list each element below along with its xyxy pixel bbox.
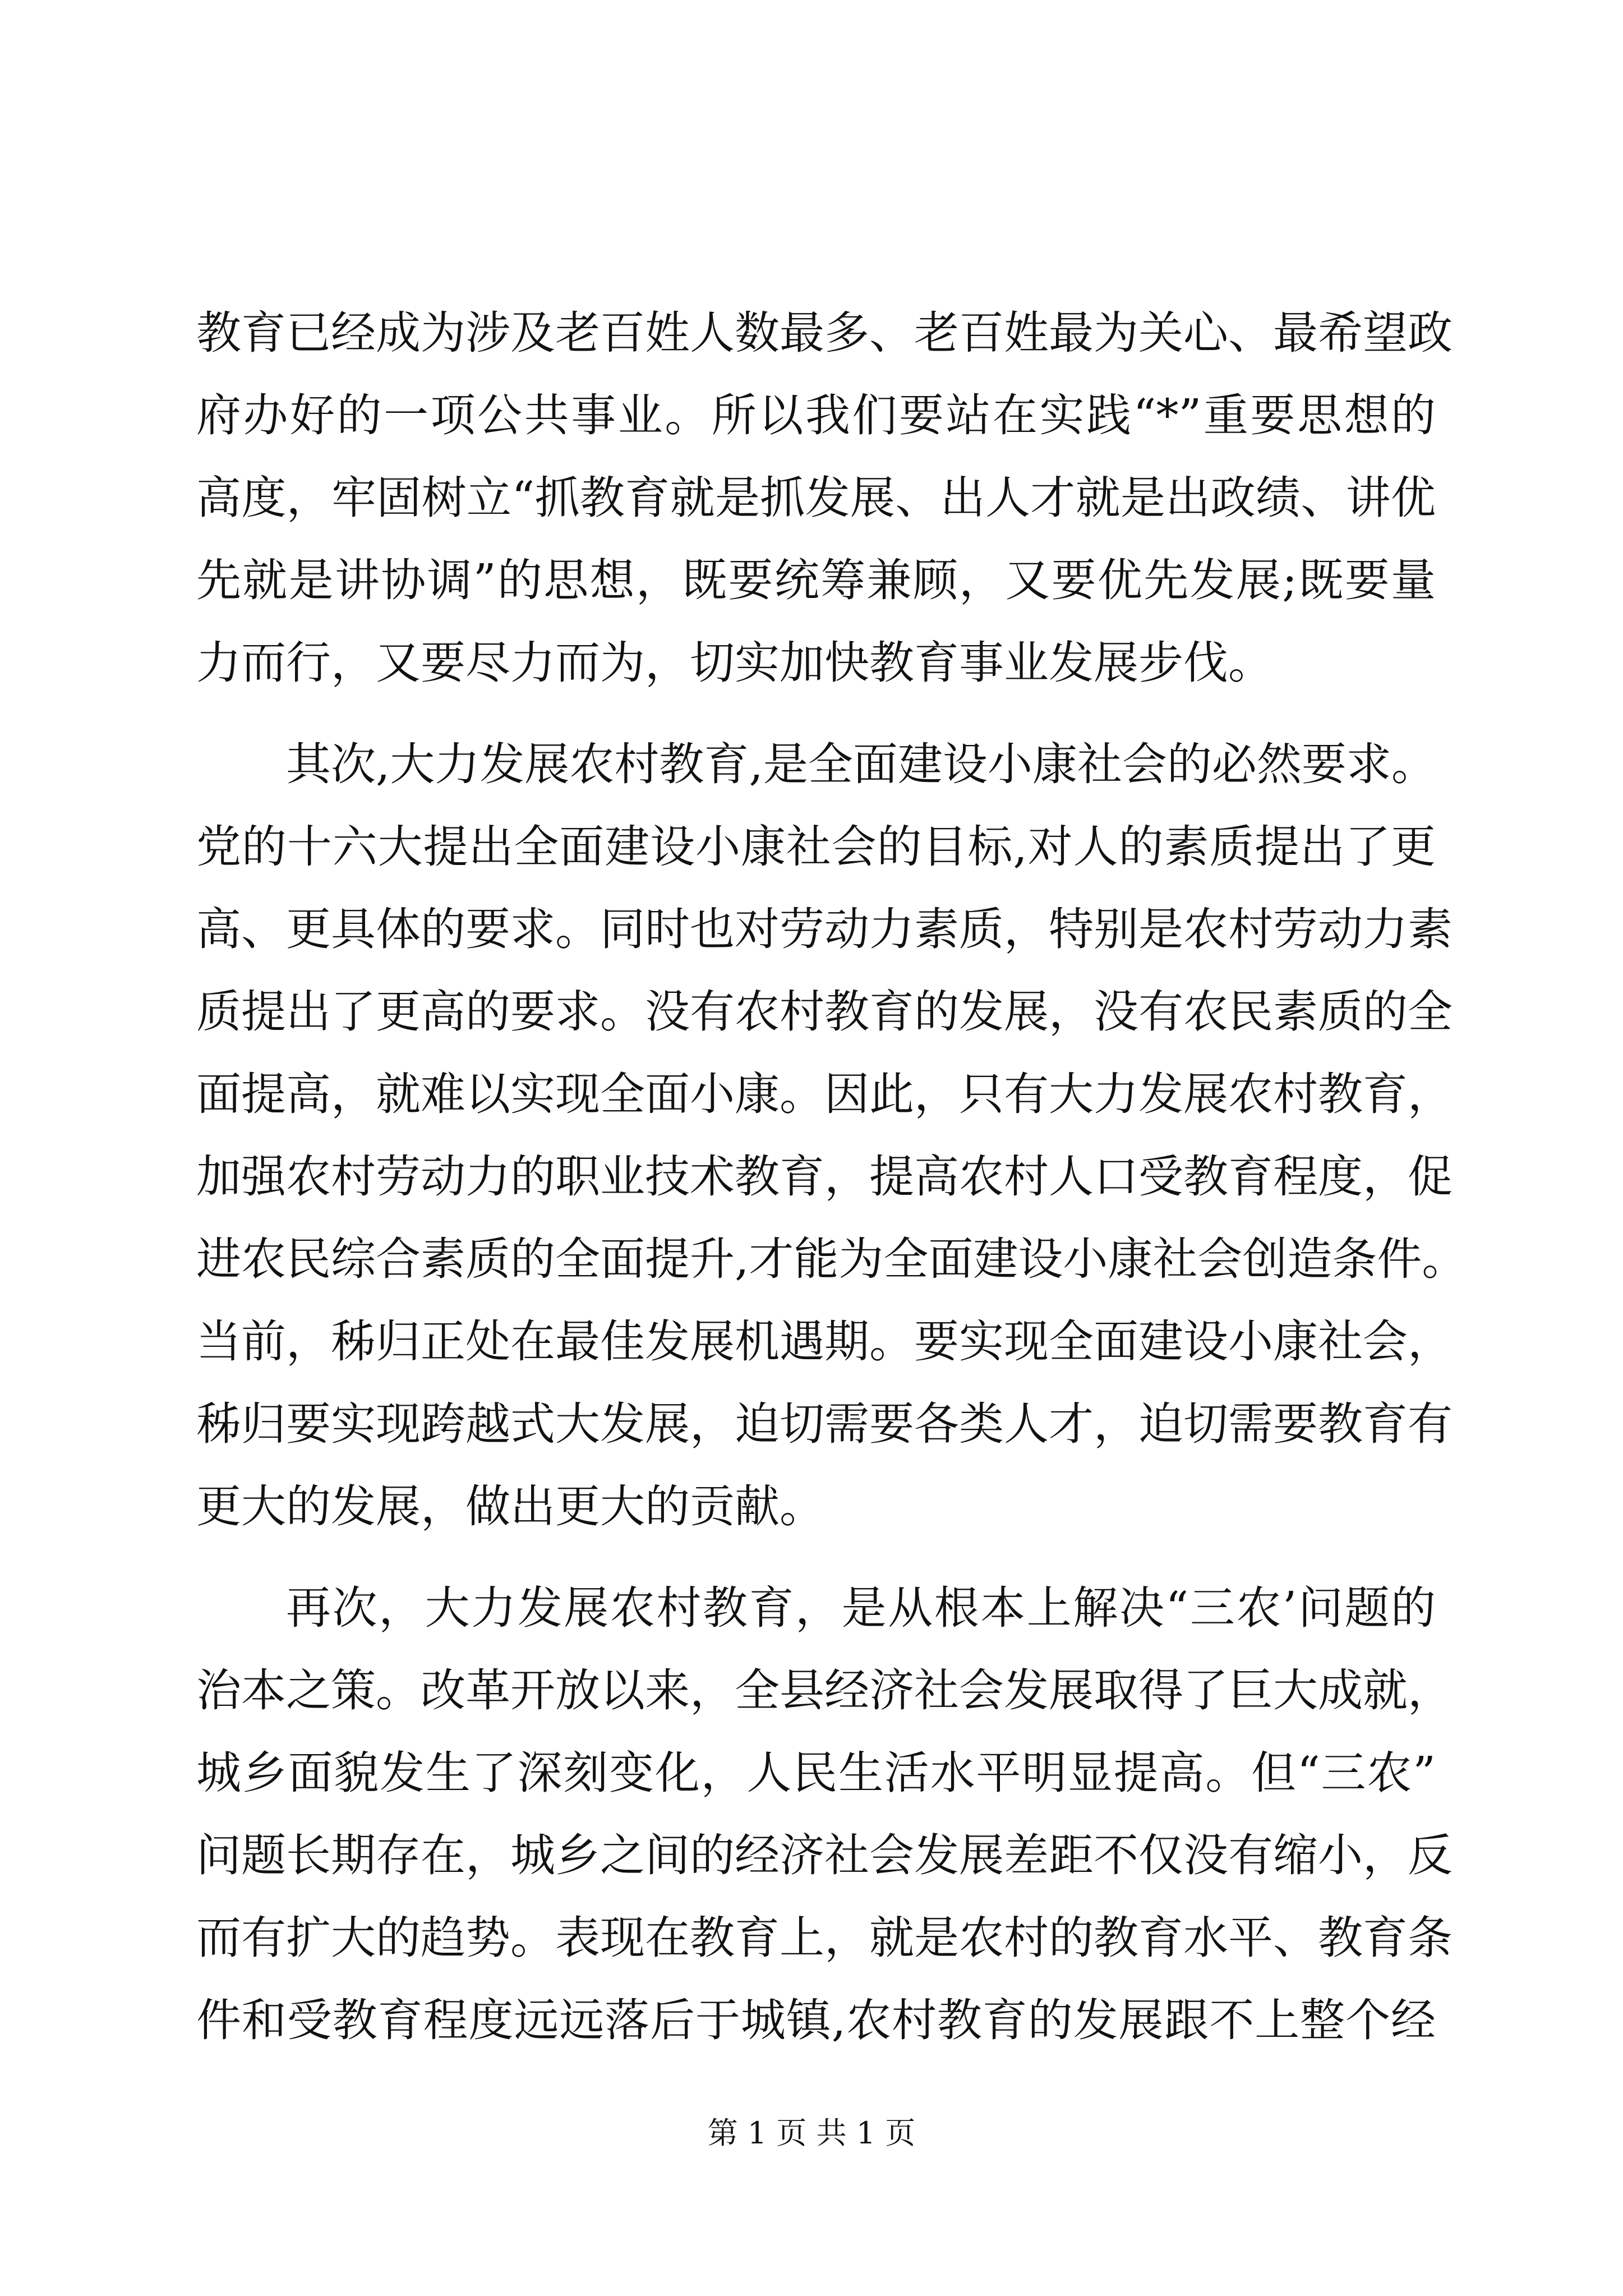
text-line: 面提高，就难以实现全面小康。因此，只有大力发展农村教育， <box>196 1068 1453 1120</box>
text-line: 力而行，又要尽力而为，切实加快教育事业发展步伐。 <box>196 637 1273 689</box>
text-line: 再次，大力发展农村教育，是从根本上解决“三农’问题的 <box>286 1582 1436 1634</box>
text-line: 府办好的一项公共事业。所以我们要站在实践“*”重要思想的 <box>196 389 1436 441</box>
text-line: 质提出了更高的要求。没有农村教育的发展，没有农民素质的全 <box>196 986 1453 1038</box>
document-body <box>196 292 1467 2062</box>
text-line: 城乡面貌发生了深刻变化，人民生活水平明显提高。但“三农” <box>196 1747 1436 1799</box>
text-line: 问题长期存在，城乡之间的经济社会发展差距不仅没有缩小，反 <box>196 1829 1453 1881</box>
text-line: 秭归要实现跨越式大发展，迫切需要各类人才，迫切需要教育有 <box>196 1398 1453 1450</box>
paragraph <box>196 292 1453 704</box>
text-line: 件和受教育程度远远落后于城镇,农村教育的发展跟不上整个经 <box>196 1994 1436 2046</box>
paragraph <box>196 1567 1453 2062</box>
text-line: 先就是讲协调”的思想，既要统筹兼顾，又要优先发展;既要量 <box>196 554 1436 606</box>
text-line: 进农民综合素质的全面提升,才能为全面建设小康社会创造条件。 <box>196 1233 1467 1285</box>
text-line: 当前，秭归正处在最佳发展机遇期。要实现全面建设小康社会， <box>196 1315 1453 1368</box>
paragraph <box>196 723 1467 1548</box>
text-line: 高、更具体的要求。同时也对劳动力素质，特别是农村劳动力素 <box>196 903 1453 955</box>
text-line: 党的十六大提出全面建设小康社会的目标,对人的素质提出了更 <box>196 821 1436 873</box>
text-line: 高度，牢固树立“抓教育就是抓发展、出人才就是出政绩、讲优 <box>196 472 1436 524</box>
text-line: 治本之策。改革开放以来，全县经济社会发展取得了巨大成就， <box>196 1664 1453 1717</box>
text-line: 其次,大力发展农村教育,是全面建设小康社会的必然要求。 <box>286 738 1436 790</box>
page-number-footer: 第 1 页 共 1 页 <box>707 2115 916 2151</box>
text-line: 加强农村劳动力的职业技术教育，提高农村人口受教育程度，促 <box>196 1151 1453 1203</box>
text-line: 教育已经成为涉及老百姓人数最多、老百姓最为关心、最希望政 <box>196 307 1453 359</box>
text-line: 而有扩大的趋势。表现在教育上，就是农村的教育水平、教育条 <box>196 1912 1453 1964</box>
text-line: 更大的发展，做出更大的贡献。 <box>196 1480 824 1533</box>
